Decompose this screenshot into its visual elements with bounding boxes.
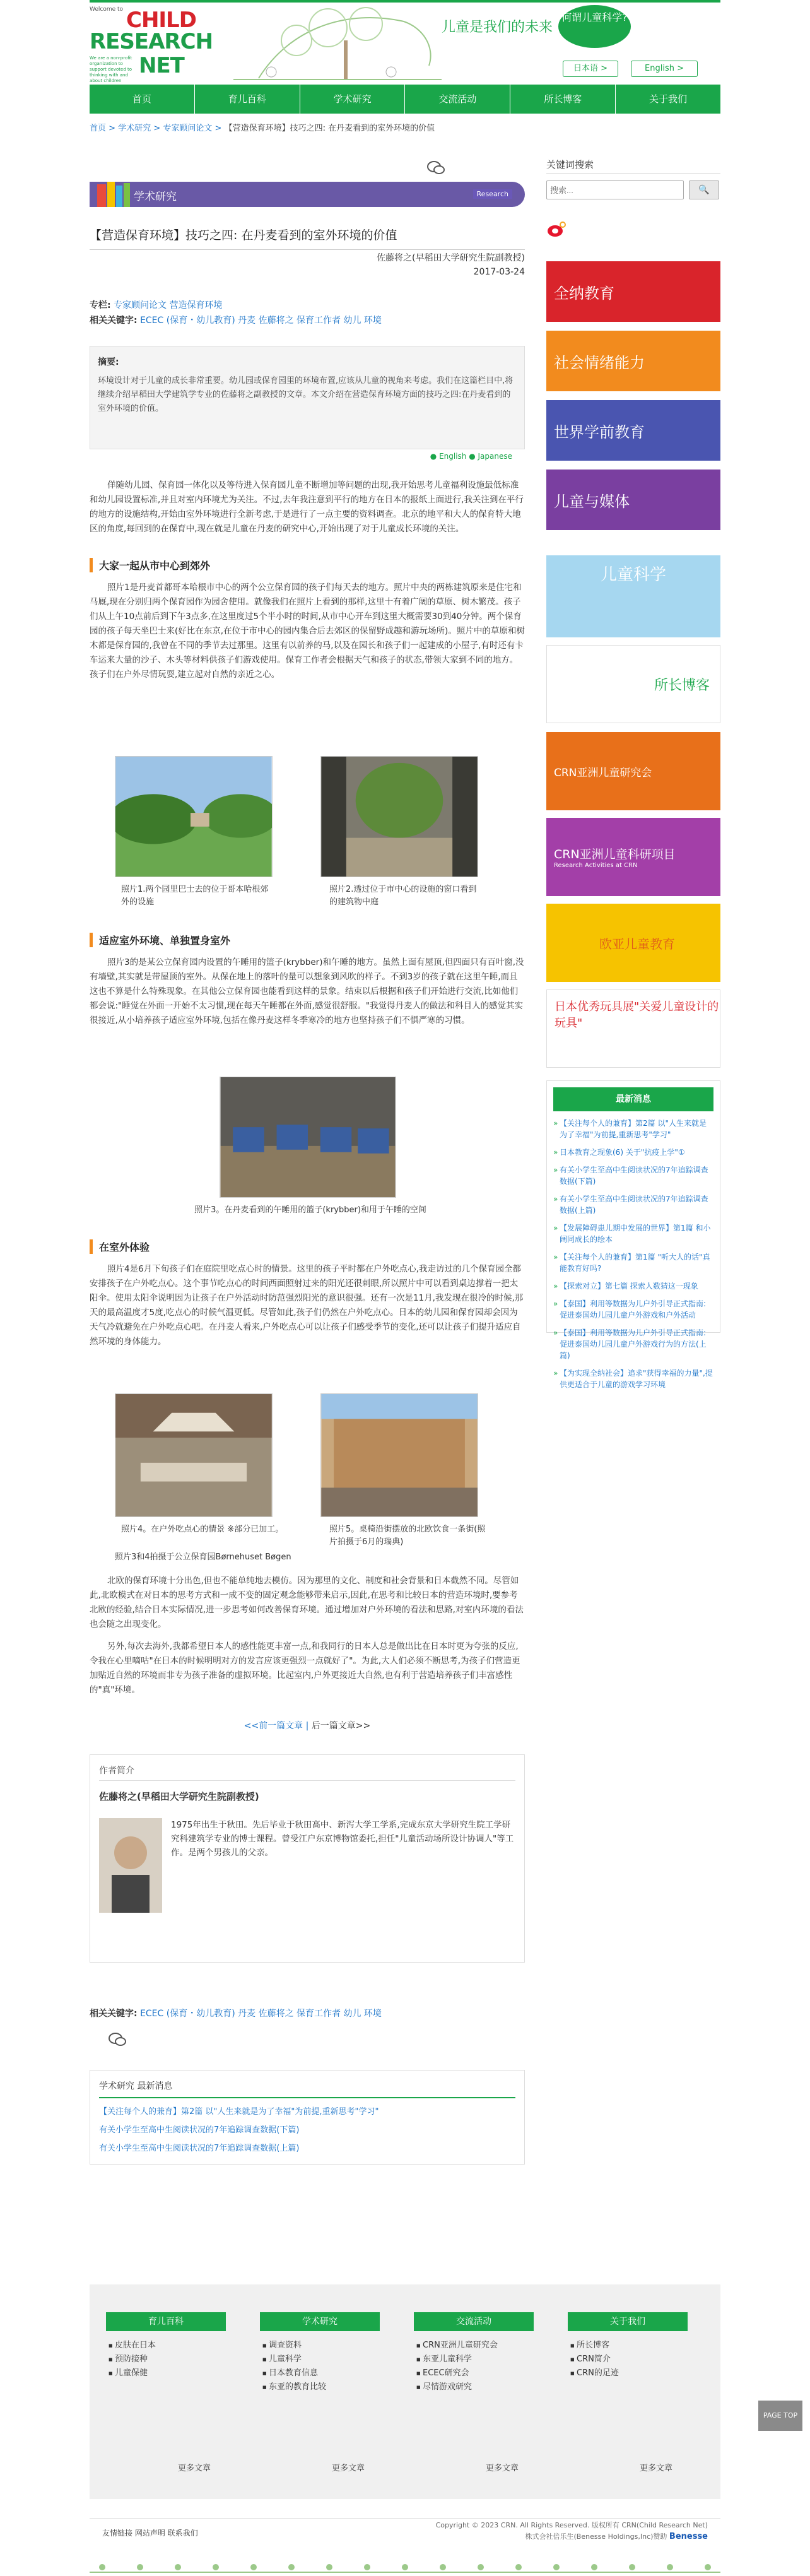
japanese-site-button[interactable]: 日本语 >: [563, 61, 618, 77]
caption-photo5: 照片5。桌椅沿街摆放的北欧饮食一条街(照片拍摄于6月的瑞典): [329, 1525, 486, 1547]
latest-news-box: [546, 1080, 720, 1389]
news-item[interactable]: » 有关小学生至高中生阅读状况的7年追踪调查数据(下篇): [553, 1164, 713, 1187]
footer-link[interactable]: ■ ECEC研究会: [414, 2366, 534, 2380]
caption-photos-3-4: 照片3和4拍摄于公立保育园Børnehuset Bøgen: [115, 1552, 291, 1562]
abstract-text: 环境设计对于儿童的成长非常重要。幼儿园或保育园里的环境布置,应该从儿童的视角来考虑。我们在这篇栏目中,将继续介绍早稻田大学建筑学专业的佐藤将之副教授的文章。本文介绍在营造保育环境方面的技巧之四:在丹麦看到的室外环境的价值。: [98, 376, 514, 413]
paragraph-photo1: 照片1是丹麦首都哥本哈根市中心的两个公立保育园的孩子们每天去的地方。照片中央的两栋建筑原来是住宅和马厩,现在分别归两个保育园作为园舍使用。就像我们在照片上看到的那样,这里十有着广阔的草原、树木繁茂。孩子们从上午10点前后到下午3点多,在这里度过5个半小时的时间,从市中心开车到这里大概需要30到40分钟。两个保育园的孩子每天坐巴士来(好比在东京,在位于市中心的园内集合后去郊区的保留野成趣和游玩场所)。照片中的草原和树木都是保育园的,我曾在不同的季节去过那里。这里有以前养的马,以及在园长和孩子们一起建成的小屋子,有时还有卡车运来大量的沙子、木头等材料供孩子们游戏使用。保育工作者会根据天气和孩子的状态,带领大家到不同的地方。孩子们在户外尽情玩耍,建立起对自然的亲近之心。: [90, 582, 525, 680]
caption-photo2: 照片2.透过位于市中心的设施的窗口看到的建筑物中庭: [329, 885, 477, 907]
tile-eurasia[interactable]: 欧亚儿童教育: [546, 904, 720, 982]
breadcrumb-home[interactable]: 首页: [90, 124, 107, 133]
main-nav: [90, 85, 720, 114]
footer-link[interactable]: ■ 东亚儿童科学: [414, 2353, 534, 2366]
profile-bio: 1975年出生于秋田。先后毕业于秋田高中、新泻大学工学系,完成东京大学研究生院工学研究科建筑学专业的博士课程。曾受江户东京博物馆委托,担任"儿童活动场所设计协调人"等工作。是两个男孩儿的父亲。: [171, 1820, 514, 1858]
logo-line3: NET: [139, 53, 184, 78]
footer-more-research[interactable]: 更多文章: [332, 2464, 365, 2473]
search-button[interactable]: 🔍: [689, 180, 719, 199]
caption-photo4: 照片4。在户外吃点心的情景 ※部分已加工。: [121, 1525, 284, 1534]
footer-col-parenting: [106, 2312, 226, 2380]
sidebar: [546, 158, 720, 1389]
nav-research[interactable]: 学术研究: [300, 85, 406, 114]
footer-links[interactable]: 友情链接 网站声明 联系我们: [102, 2529, 198, 2538]
footer-link[interactable]: ■ 预防接种: [106, 2353, 226, 2366]
bottom-keywords-label: 相关关键字:: [90, 2009, 138, 2019]
copyright-bar: [90, 2518, 720, 2541]
paragraph-nordic: 北欧的保育环境十分出色,但也不能单纯地去模仿。因为那里的文化、制度和社会背景和日本截然不同。尽管如此,北欧模式在对日本的思考方式和一成不变的固定观念能够带来启示,因此,在思考和比较日本的营造环境时,要参考北欧的经验,结合日本实际情况,进一步思考如何改善保育环境。通过增加对户外环境的看法和思路,对室内环境的看法也会随之出现变化。: [90, 1576, 524, 1629]
news-item[interactable]: » 有关小学生至高中生阅读状况的7年追踪调查数据(上篇): [553, 1193, 713, 1216]
section-label-en: Research: [473, 189, 512, 199]
footer-link[interactable]: ■ 所长博客: [568, 2339, 688, 2353]
footer-link[interactable]: ■ CRN的足迹: [568, 2366, 688, 2380]
what-is-child-science-bubble[interactable]: 何谓儿童科学?: [558, 5, 631, 48]
paragraph-intro: 佯随幼儿园、保育园一体化以及等待进入保育园儿童不断增加等问题的出现,我开始思考儿童福利设施最低标准和幼儿园设置标准,并且对室内环境尤为关注。不过,去年我注意到平行的地方在日本的报纸上面进行,我关注到在平行的地方的设施结构,开始由室外环境进行全新考虑,于是进行了一点主要的资料调查。北京的地平和大人的保育特大地区的角度,每回到的在保育中,现在就是儿童在丹麦的研究中心,开始出现了对于儿童成长环境的关注。: [90, 480, 524, 534]
article-date: 2017-03-24: [473, 267, 525, 277]
photo-suburb-meadow: [115, 756, 273, 877]
photo-outdoor-snack: [115, 1393, 273, 1517]
footer-link[interactable]: ■ 东亚的教育比较: [260, 2380, 380, 2394]
author-photo: [99, 1818, 162, 1913]
logo-line2: RESEARCH: [90, 29, 213, 54]
footer-col-heading[interactable]: 学术研究: [260, 2312, 380, 2331]
tile-children-media[interactable]: 儿童与媒体: [546, 470, 720, 530]
books-icon: [97, 182, 130, 207]
footer-col-heading[interactable]: 关于我们: [568, 2312, 688, 2331]
article-byline: [377, 251, 525, 279]
profile-heading: 作者简介: [99, 1764, 515, 1781]
breadcrumb-research[interactable]: 学术研究: [118, 124, 151, 133]
bottom-keyword-links[interactable]: ECEC (保育・幼儿教育) 丹麦 佐藤将之 保育工作者 幼儿 环境: [140, 2009, 382, 2019]
news-item[interactable]: » 【探索对立】第七篇 探索人数猜这一现象: [553, 1280, 713, 1292]
caption-photo1: 照片1.两个园里巴士去的位于哥本哈根郊外的设施: [121, 885, 269, 907]
article-meta: [90, 298, 382, 328]
article-pager: [90, 1719, 525, 1732]
keyword-search-label: 关键词搜索: [546, 158, 720, 174]
abstract-box: [90, 346, 525, 449]
caption-photo3: 照片3。在丹麦看到的午睡用的篮子(krybber)和用于午睡的空间: [194, 1205, 426, 1215]
footer-sitemap: [90, 2284, 720, 2499]
footer-link[interactable]: ■ 皮肤在日本: [106, 2339, 226, 2353]
news-item[interactable]: » 【为实现全纳社会】追求"获得幸福的力量",提供更适合于儿童的游戏学习环境: [553, 1368, 713, 1390]
subheading-outdoor-experience: 在室外体验: [90, 1239, 150, 1254]
tile-world-preschool[interactable]: 世界学前教育: [546, 400, 720, 461]
photo-nordic-street: [320, 1393, 478, 1517]
research-latest-news: [90, 2070, 525, 2165]
tile-inclusive-education[interactable]: 全纳教育: [546, 261, 720, 322]
nav-about[interactable]: 关于我们: [649, 93, 688, 105]
copyright-text: Copyright © 2023 CRN. All Rights Reserved. 版权所有 CRN(Child Research Net): [435, 2521, 708, 2529]
crn-logo[interactable]: [90, 5, 213, 83]
footer-more-about[interactable]: 更多文章: [640, 2464, 673, 2473]
news-item[interactable]: » 【泰国】利用等数据为儿户外引导正式指南:促进泰国幼儿园儿童户外游戏和户外活动: [553, 1298, 713, 1321]
breadcrumb-expert-papers[interactable]: 专家顾问论文: [163, 124, 213, 133]
footer-more-parenting[interactable]: 更多文章: [178, 2464, 211, 2473]
pager-separator: |: [305, 1721, 309, 1731]
tree-illustration: [233, 3, 442, 82]
language-links[interactable]: ● English ● Japanese: [430, 452, 512, 461]
author-profile: [90, 1754, 525, 1963]
section-label: 学术研究: [134, 191, 177, 203]
wechat-icon[interactable]: [427, 160, 445, 175]
nav-activities[interactable]: 交流活动: [405, 85, 510, 114]
footer-link[interactable]: ■ 日本教育信息: [260, 2366, 380, 2380]
nav-director-blog[interactable]: 所长博客: [510, 85, 616, 114]
bottom-keywords: [90, 2007, 382, 2019]
latest-item[interactable]: 【关注每个人的兼育】第2篇 以"人生来就是为了幸福"为前提,重新思考"学习": [99, 2107, 379, 2117]
keyword-links[interactable]: ECEC (保育・幼儿教育) 丹麦 佐藤将之 保育工作者 幼儿 环境: [140, 316, 382, 326]
footer-link[interactable]: ■ 调查资料: [260, 2339, 380, 2353]
prev-article-link[interactable]: <<前一篇文章: [244, 1721, 303, 1731]
tile-director-blog[interactable]: 所长博客: [546, 645, 720, 723]
latest-heading: 学术研究 最新消息: [99, 2079, 515, 2098]
copyright-text-block: [436, 2520, 708, 2543]
subheading-adapt-outdoors: 适应室外环境、单独置身室外: [90, 933, 230, 947]
next-article-link[interactable]: 后一篇文章>>: [311, 1721, 371, 1731]
news-item[interactable]: » 日本教育之现象(6) 关于"抗疫上学"①: [553, 1147, 713, 1158]
nav-parenting[interactable]: 育儿百科: [195, 85, 300, 114]
profile-name: 佐藤将之(早稻田大学研究生院副教授): [99, 1791, 259, 1802]
footer-more-activities[interactable]: 更多文章: [486, 2464, 519, 2473]
footer-link[interactable]: ■ 儿童科学: [260, 2353, 380, 2366]
news-item[interactable]: » 【发展障碍患儿期中发展的世界】第1篇 和小阔同成长的绘本: [553, 1222, 713, 1245]
benesse-logo[interactable]: Benesse: [669, 2532, 708, 2541]
tile-crn-asia-research[interactable]: CRN亚洲儿童研究会: [546, 732, 720, 810]
footer-decoration: [90, 2556, 720, 2573]
page-top-button[interactable]: PAGE TOP: [758, 2401, 802, 2431]
news-item[interactable]: » 【关注每个人的兼育】第2篇 以"人生来就是为了幸福"为前提,重新思考"学习": [553, 1118, 713, 1140]
logo-line1: CHILD: [126, 8, 196, 33]
search-input[interactable]: [546, 180, 684, 199]
column-links[interactable]: 专家顾问论文 营造保育环境: [114, 300, 223, 310]
subheading-city-to-suburbs: 大家一起从市中心到郊外: [90, 558, 210, 572]
photo-city-courtyard: [320, 756, 478, 877]
photo-nap-baskets: [220, 1077, 396, 1198]
tile-social-emotional[interactable]: 社会情绪能力: [546, 331, 720, 391]
article-author: 佐藤将之(早稻田大学研究生院副教授): [377, 253, 525, 263]
column-label: 专栏:: [90, 300, 111, 310]
news-item[interactable]: » 【关注每个人的兼育】第1篇 "听大人的话"真能教育好吗?: [553, 1251, 713, 1274]
english-site-button[interactable]: English >: [631, 61, 698, 77]
breadcrumb-current: 【营造保育环境】技巧之四: 在丹麦看到的室外环境的价值: [224, 124, 435, 133]
footer-link[interactable]: ■ 儿童保健: [106, 2366, 226, 2380]
tile-child-science[interactable]: 儿童科学: [546, 555, 720, 637]
tile-crn-asia-project-sub: Research Activities at CRN: [554, 862, 638, 869]
news-item[interactable]: » 【泰国】利用等数据为儿户外引导正式指南:促进泰国幼儿园儿童户外游戏行为的方法(上篇): [553, 1327, 713, 1361]
paragraph-closing: 另外,每次去海外,我都希望日本人的感性能更丰富一点,和我同行的日本人总是做出比在日本时更为夸张的反应,令我在心里嘀咕"在日本的时候明明对方的发言应该更强烈一点就好了"。为此,大人们必须不断思考,为孩子们营造更加贴近自然的环境而非专为孩子准备的虚拟环境。比起室内,户外更接近大自然,也有利于营造培养孩子们丰富感性的"真"环境。: [90, 1641, 520, 1695]
footer-col-activities: [414, 2312, 534, 2394]
breadcrumb: 首页 > 学术研究 > 专家顾问论文 > 【营造保育环境】技巧之四: 在丹麦看到的室外环境的价值: [90, 124, 435, 133]
keywords-label: 相关关键字:: [90, 316, 138, 326]
wechat-icon-bottom[interactable]: [109, 2032, 126, 2047]
tile-toy-exhibition[interactable]: 日本优秀玩具展"关爱儿童设计的玩具": [546, 990, 720, 1068]
footer-col-heading[interactable]: 育儿百科: [106, 2312, 226, 2331]
latest-item[interactable]: 有关小学生至高中生阅读状况的7年追踪调查数据(下篇): [99, 2125, 300, 2135]
footer-col-about: [568, 2312, 688, 2380]
abstract-heading: 摘要:: [98, 357, 119, 367]
article-title: 【营造保育环境】技巧之四: 在丹麦看到的室外环境的价值: [90, 226, 525, 250]
weibo-icon[interactable]: [546, 221, 566, 237]
footer-link[interactable]: ■ CRN简介: [568, 2353, 688, 2366]
nav-home[interactable]: 首页: [90, 85, 195, 114]
tile-crn-asia-project[interactable]: [546, 818, 720, 896]
paragraph-photo4: 照片4是6月下旬孩子们在庭院里吃点心时的情景。这里的孩子平时都在户外吃点心,我走访过的几个保育园全都安排孩子在户外吃点心。这个事节吃点心的时间西面照射过来的阳光还很刺眼,所以照片中可以看到桌边撑着一把太阳伞。使用太阳伞说明因为让孩子在户外活动时防范强烈阳光的意识很强。还有一次是11月,我发现在很冷的时候,那天的最高温度才5度,吃点心的时候气温更低。尽管如此,孩子们仍然在户外吃点心。日本的幼儿园和保育园却会因为天气冷就避免在户外吃点心吧。在丹麦人看来,户外吃点心可以让孩子们感受季节的变化,还可以让孩子们提升适应自然环境的身体能力。: [90, 1264, 524, 1347]
logo-welcome: Welcome to: [90, 6, 124, 13]
footer-col-heading[interactable]: 交流活动: [414, 2312, 534, 2331]
paragraph-photo3: 照片3的是某公立保育园内设置的午睡用的篮子(krybber)和午睡的地方。虽然上面有屋顶,但四面只有百叶窗,没有墙壁,其实就是带屋顶的室外。从保在地上的落叶的量可以想象到风吹的样子。不到3岁的孩子就在这里午睡,而且这也不算是什么特殊现象。在其他公立保育园也能看到这样的景象。结束以后根据和孩子们开始进行交流,比如他们都会说:"睡觉在外面一开始不太习惯,现在每天午睡都在外面,感觉很舒服。"我觉得丹麦人的做法和科目人的感觉其实很接近,从小培养孩子适应室外环境,包括在像丹麦这样冬季寒冷的地方也坚持孩子们不惧严寒的习惯。: [90, 957, 524, 1025]
section-header: [90, 182, 525, 207]
sponsor-text: 株式会社倍乐生(Benesse Holdings,Inc)赞助: [525, 2532, 667, 2541]
footer-col-research: [260, 2312, 380, 2394]
tile-crn-asia-project-label: CRN亚洲儿童科研项目: [554, 848, 676, 861]
site-slogan: 儿童是我们的未来: [442, 20, 553, 35]
footer-link[interactable]: ■ CRN亚洲儿童研究会: [414, 2339, 534, 2353]
footer-link[interactable]: ■ 尽情游戏研究: [414, 2380, 534, 2394]
latest-item[interactable]: 有关小学生至高中生阅读状况的7年追踪调查数据(上篇): [99, 2144, 300, 2153]
logo-tagline: We are a non-profit organization to support devoted to thinking with and about children: [90, 56, 132, 83]
news-heading: 最新消息: [553, 1087, 713, 1111]
